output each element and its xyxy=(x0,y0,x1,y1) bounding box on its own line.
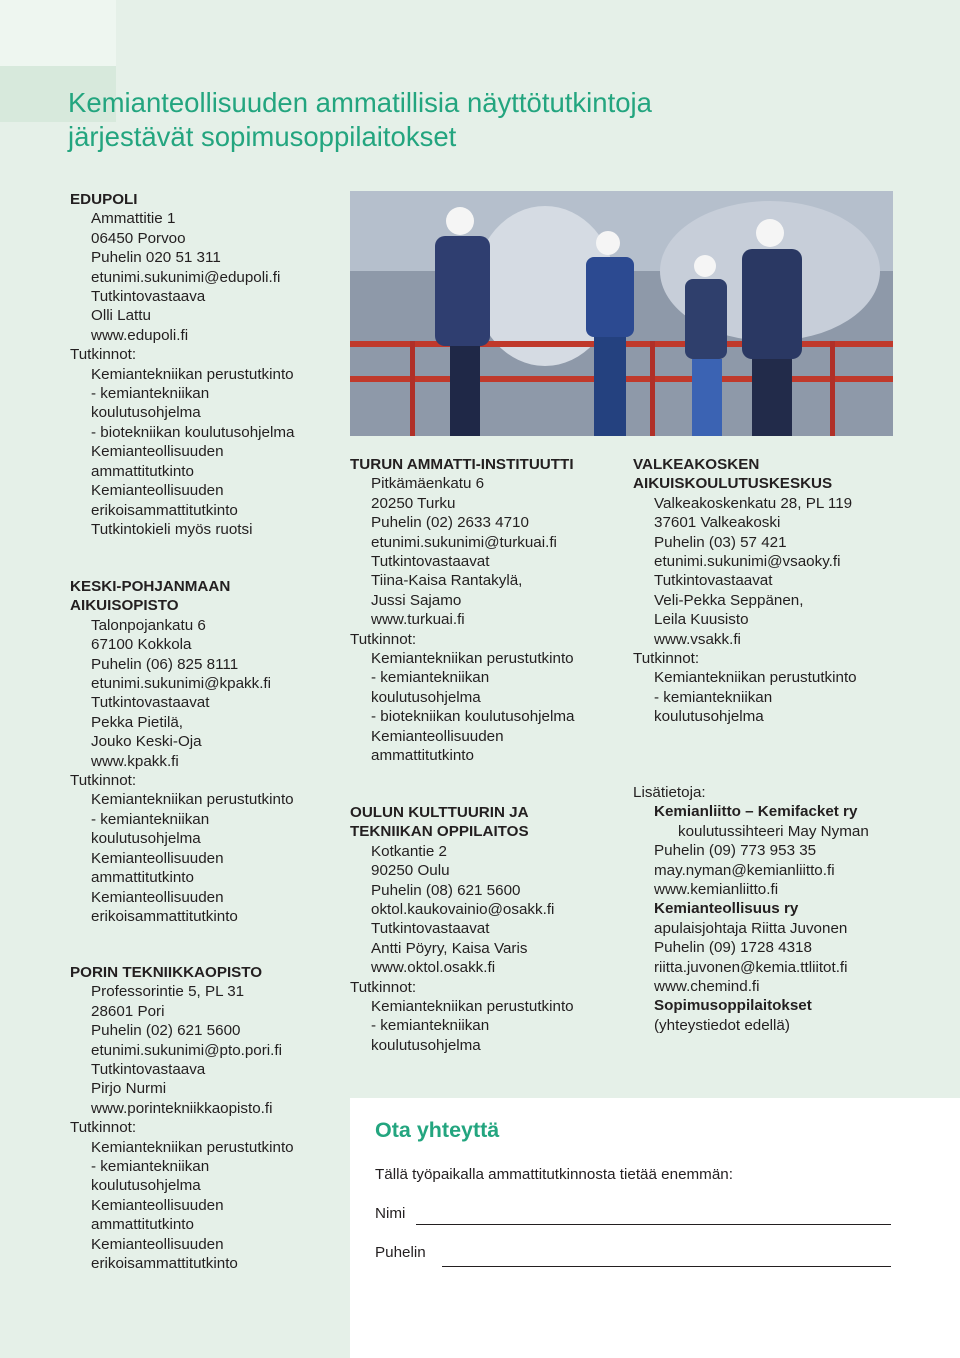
contact-name: Olli Lattu xyxy=(91,307,151,325)
more-info xyxy=(633,783,869,1035)
website-link[interactable]: www.turkuai.fi xyxy=(371,611,465,629)
org-name: Sopimusoppilaitokset xyxy=(654,997,812,1015)
qualification-item: Kemianteollisuuden xyxy=(371,727,504,745)
workers-photo-illustration xyxy=(350,191,893,436)
qualification-item: Kemianteollisuuden xyxy=(91,1196,224,1214)
page-title-line-2: järjestävät sopimusoppilaitokset xyxy=(68,121,457,152)
qualifications-label: Tutkinnot: xyxy=(70,346,137,364)
school-name: AIKUISOPISTO xyxy=(70,597,179,615)
address-line: Valkeakoskenkatu 28, PL 119 xyxy=(654,494,853,512)
phone-line: Puhelin 020 51 311 xyxy=(91,249,221,267)
qualification-item: - kemiantekniikan xyxy=(371,669,490,687)
contact-form xyxy=(350,1098,960,1358)
qualification-item: - biotekniikan koulutusohjelma xyxy=(371,708,575,726)
contact-role: Tutkintovastaavat xyxy=(371,553,490,571)
website-link[interactable]: www.porintekniikkaopisto.fi xyxy=(91,1099,273,1117)
qualifications-label: Tutkinnot: xyxy=(633,650,700,668)
name-field[interactable] xyxy=(416,1224,891,1225)
org-note: (yhteystiedot edellä) xyxy=(654,1016,790,1034)
website-link[interactable]: www.edupoli.fi xyxy=(91,326,189,344)
phone-line: Puhelin (02) 2633 4710 xyxy=(371,514,529,532)
qualification-item: - kemiantekniikan xyxy=(91,810,210,828)
qualification-item: Kemianteollisuuden xyxy=(91,482,224,500)
qualification-item: koulutusohjelma xyxy=(654,708,764,726)
address-line: Professorintie 5, PL 31 xyxy=(91,983,245,1001)
more-info-label: Lisätietoja: xyxy=(633,784,706,801)
qualification-item: erikoisammattitutkinto xyxy=(91,501,238,519)
page-title xyxy=(68,86,928,154)
form-title: Ota yhteyttä xyxy=(375,1118,500,1142)
contact-name: Pirjo Nurmi xyxy=(91,1080,167,1098)
phone-line: Puhelin (08) 621 5600 xyxy=(371,881,521,899)
qualification-item: koulutusohjelma xyxy=(91,830,201,848)
qualification-item: - kemiantekniikan xyxy=(654,688,773,706)
contact-name: Tiina-Kaisa Rantakylä, xyxy=(371,572,523,590)
email-line: etunimi.sukunimi@turkuai.fi xyxy=(371,533,557,551)
address-line: 90250 Oulu xyxy=(371,862,450,880)
contact-role: Tutkintovastaava xyxy=(91,1061,206,1079)
website-link[interactable]: www.chemind.fi xyxy=(654,978,760,996)
email-line: etunimi.sukunimi@vsaoky.fi xyxy=(654,553,841,571)
qualification-item: ammattitutkinto xyxy=(91,462,194,480)
phone-line: Puhelin (03) 57 421 xyxy=(654,533,787,551)
school-name: TURUN AMMATTI-INSTITUUTTI xyxy=(350,456,574,473)
phone-label: Puhelin xyxy=(375,1244,426,1261)
qualification-item: koulutusohjelma xyxy=(371,688,481,706)
address-line: Ammattitie 1 xyxy=(91,210,176,228)
email-line: riitta.juvonen@kemia.ttliitot.fi xyxy=(654,958,848,976)
school-turku xyxy=(350,455,574,766)
website-link[interactable]: www.oktol.osakk.fi xyxy=(371,959,496,977)
form-intro: Tällä työpaikalla ammattitutkinnosta tietää enemmän: xyxy=(375,1166,733,1183)
phone-field[interactable] xyxy=(442,1266,891,1267)
email-line: oktol.kaukovainio@osakk.fi xyxy=(371,901,555,919)
qualification-item: Kemiantekniikan perustutkinto xyxy=(371,998,574,1016)
qualifications-label: Tutkinnot: xyxy=(70,772,137,790)
contact-name: Leila Kuusisto xyxy=(654,611,749,629)
school-kpakk xyxy=(70,577,294,926)
contact-name: koulutussihteeri May Nyman xyxy=(678,822,869,840)
contact-name: apulaisjohtaja Riitta Juvonen xyxy=(654,919,848,937)
address-line: 20250 Turku xyxy=(371,494,456,512)
school-name: TEKNIIKAN OPPILAITOS xyxy=(350,823,529,841)
contact-role: Tutkintovastaava xyxy=(91,288,206,306)
school-name: PORIN TEKNIIKKAOPISTO xyxy=(70,964,263,981)
qualification-item: koulutusohjelma xyxy=(91,404,201,422)
address-line: 67100 Kokkola xyxy=(91,636,192,654)
corner-tab-highlight xyxy=(0,0,116,66)
contact-name: Jouko Keski-Oja xyxy=(91,733,202,751)
qualifications-label: Tutkinnot: xyxy=(350,630,417,648)
qualifications-label: Tutkinnot: xyxy=(350,978,417,996)
org-name: Kemianliitto – Kemifacket ry xyxy=(654,803,858,821)
qualification-item: Tutkintokieli myös ruotsi xyxy=(91,520,253,538)
qualification-item: Kemiantekniikan perustutkinto xyxy=(91,1138,294,1156)
contact-name: Pekka Pietilä, xyxy=(91,713,184,731)
qualification-item: Kemianteollisuuden xyxy=(91,888,224,906)
qualification-item: Kemianteollisuuden xyxy=(91,1235,224,1253)
website-link[interactable]: www.kpakk.fi xyxy=(91,752,179,770)
qualification-item: Kemiantekniikan perustutkinto xyxy=(91,365,294,383)
phone-line: Puhelin (09) 773 953 35 xyxy=(654,842,817,860)
contact-name: Antti Pöyry, Kaisa Varis xyxy=(371,939,528,957)
name-label: Nimi xyxy=(375,1205,406,1222)
workers-photo xyxy=(350,191,893,436)
qualification-item: - biotekniikan koulutusohjelma xyxy=(91,423,295,441)
contact-name: Veli-Pekka Seppänen, xyxy=(654,591,804,609)
phone-line: Puhelin (09) 1728 4318 xyxy=(654,939,812,957)
qualification-item: - kemiantekniikan xyxy=(371,1017,490,1035)
qualification-item: Kemiantekniikan perustutkinto xyxy=(371,650,574,668)
qualification-item: koulutusohjelma xyxy=(91,1177,201,1195)
contact-role: Tutkintovastaavat xyxy=(371,920,490,938)
address-line: Kotkantie 2 xyxy=(371,842,447,860)
qualification-item: Kemianteollisuuden xyxy=(91,443,224,461)
school-name: EDUPOLI xyxy=(70,191,138,208)
contact-role: Tutkintovastaavat xyxy=(654,572,773,590)
org-name: Kemianteollisuus ry xyxy=(654,900,799,918)
address-line: Talonpojankatu 6 xyxy=(91,616,206,634)
qualification-item: ammattitutkinto xyxy=(371,747,474,765)
email-line: may.nyman@kemianliitto.fi xyxy=(654,861,835,879)
address-line: Pitkämäenkatu 6 xyxy=(371,475,485,493)
address-line: 06450 Porvoo xyxy=(91,229,186,247)
qualifications-label: Tutkinnot: xyxy=(70,1119,137,1137)
email-line: etunimi.sukunimi@pto.pori.fi xyxy=(91,1041,282,1059)
website-link[interactable]: www.kemianliitto.fi xyxy=(654,881,779,899)
phone-line: Puhelin (06) 825 8111 xyxy=(91,655,239,673)
address-line: 37601 Valkeakoski xyxy=(654,514,781,532)
qualification-item: - kemiantekniikan xyxy=(91,1158,210,1176)
school-name: VALKEAKOSKEN xyxy=(633,456,760,473)
qualification-item: - kemiantekniikan xyxy=(91,385,210,403)
page-title-line-1: Kemianteollisuuden ammatillisia näyttötutkintoja xyxy=(68,87,652,118)
contact-name: Jussi Sajamo xyxy=(371,591,462,609)
email-line: etunimi.sukunimi@edupoli.fi xyxy=(91,268,281,286)
qualification-item: ammattitutkinto xyxy=(91,1216,194,1234)
phone-line: Puhelin (02) 621 5600 xyxy=(91,1022,241,1040)
qualification-item: erikoisammattitutkinto xyxy=(91,907,238,925)
qualification-item: ammattitutkinto xyxy=(91,869,194,887)
qualification-item: erikoisammattitutkinto xyxy=(91,1255,238,1273)
qualification-item: koulutusohjelma xyxy=(371,1036,481,1054)
school-name: KESKI-POHJANMAAN xyxy=(70,578,231,595)
school-name: AIKUISKOULUTUSKESKUS xyxy=(633,475,833,493)
qualification-item: Kemiantekniikan perustutkinto xyxy=(654,669,857,687)
email-line: etunimi.sukunimi@kpakk.fi xyxy=(91,675,272,693)
school-pori xyxy=(70,963,294,1274)
school-valkeakoski xyxy=(633,455,857,727)
qualification-item: Kemiantekniikan perustutkinto xyxy=(91,791,294,809)
school-name: OULUN KULTTUURIN JA xyxy=(350,804,529,821)
contact-role: Tutkintovastaavat xyxy=(91,694,210,712)
school-edupoli xyxy=(70,190,294,539)
website-link[interactable]: www.vsakk.fi xyxy=(654,630,741,648)
address-line: 28601 Pori xyxy=(91,1002,165,1020)
qualification-item: Kemianteollisuuden xyxy=(91,849,224,867)
school-oulu xyxy=(350,803,574,1055)
